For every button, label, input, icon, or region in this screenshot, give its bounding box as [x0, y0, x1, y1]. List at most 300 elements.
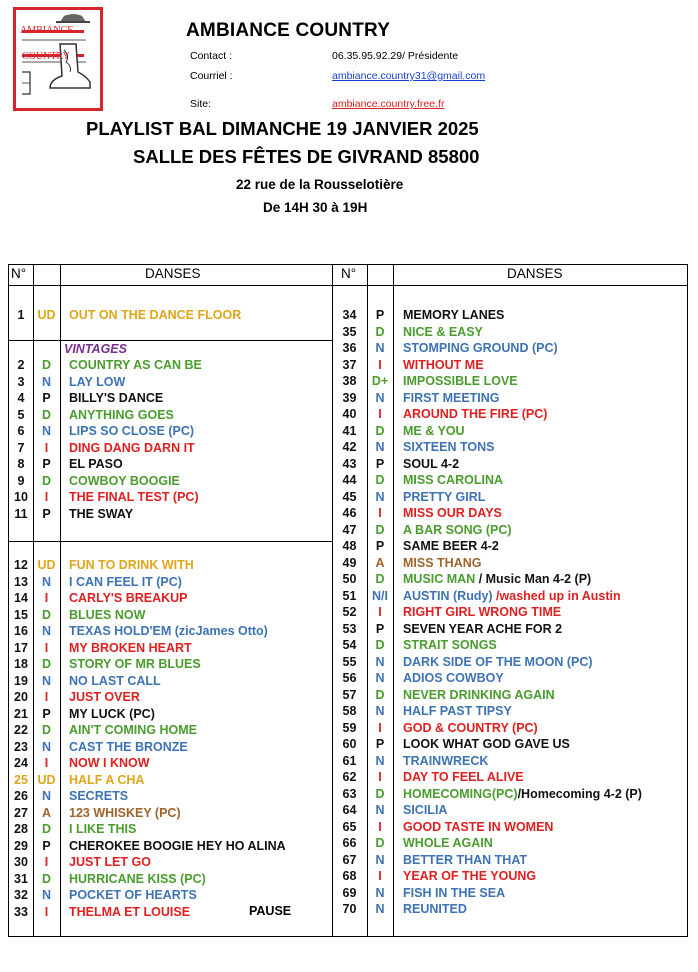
dance-type: D — [41, 822, 52, 836]
dance-title: MY LUCK (PC) — [69, 706, 155, 721]
dance-type: I — [378, 407, 382, 421]
dance-number: 7 — [17, 440, 25, 455]
dance-number: 70 — [342, 902, 357, 916]
dance-type: N — [375, 803, 385, 817]
dance-number: 19 — [14, 673, 28, 688]
dance-title: HALF PAST TIPSY — [403, 704, 512, 718]
logo-text-ambiance: AMBIANCE — [20, 25, 74, 36]
table-row — [9, 456, 689, 472]
dance-name — [403, 753, 488, 769]
site-link[interactable]: ambiance.country.free.fr — [332, 98, 445, 110]
dance-title: REUNITED — [403, 902, 467, 916]
dance-number: 27 — [14, 805, 28, 820]
dance-title: STOMPING GROUND (PC) — [403, 341, 558, 355]
table-row — [9, 406, 689, 422]
dance-name — [403, 390, 500, 406]
dance-number: 45 — [342, 489, 357, 504]
dance-type: I — [378, 770, 382, 784]
dance-name — [403, 571, 591, 587]
dance-number: 25 — [14, 772, 28, 787]
event-hours: De 14H 30 à 19H — [263, 200, 368, 215]
dance-title: 123 WHISKEY (PC) — [69, 805, 181, 820]
table-row — [9, 522, 689, 538]
dance-type: N — [375, 852, 385, 867]
table-row — [9, 720, 689, 736]
table-row — [9, 703, 689, 719]
dance-type: D — [41, 407, 52, 422]
dance-title: DING DANG DARN IT — [69, 440, 195, 455]
dance-title: A BAR SONG (PC) — [403, 522, 512, 537]
table-row — [9, 835, 689, 851]
dance-number: 42 — [342, 440, 357, 454]
dance-title: YEAR OF THE YOUNG — [403, 869, 537, 883]
dance-title: SAME BEER 4-2 — [403, 539, 499, 553]
table-row — [9, 802, 689, 818]
dance-type: N — [375, 671, 385, 685]
dance-title: COUNTRY AS CAN BE — [69, 358, 202, 372]
dance-number: 12 — [14, 558, 28, 572]
dance-number: 35 — [342, 324, 357, 339]
dance-type: N — [375, 654, 385, 669]
table-row — [9, 654, 689, 670]
dance-name — [403, 588, 621, 604]
dance-number: 44 — [342, 473, 357, 487]
dance-type: D — [41, 358, 52, 372]
dance-name — [403, 786, 642, 802]
dance-title: AUSTIN (Rudy) — [403, 588, 493, 603]
dance-type: N — [41, 374, 52, 389]
dance-title: MISS OUR DAYS — [403, 506, 502, 520]
dance-number: 28 — [14, 822, 28, 836]
dance-title: I LIKE THIS — [69, 822, 137, 836]
dance-number: 24 — [14, 756, 28, 770]
dance-number: 5 — [17, 407, 25, 422]
dance-name — [403, 852, 527, 868]
table-row — [9, 555, 689, 571]
dance-title: TRAINWRECK — [403, 753, 489, 768]
dance-number: 60 — [342, 737, 357, 751]
dance-number: 3 — [17, 374, 25, 389]
dance-number: 58 — [342, 704, 357, 718]
pause-label: PAUSE — [249, 904, 292, 918]
dance-type: UD — [37, 308, 56, 322]
dance-number: 17 — [14, 640, 28, 655]
dance-type: I — [378, 506, 382, 520]
dance-title: BETTER THAN THAT — [403, 852, 528, 867]
dance-type: D — [375, 638, 385, 652]
dance-type: D — [375, 786, 385, 801]
dance-name — [403, 604, 561, 620]
table-row — [9, 637, 689, 653]
dance-title: COWBOY BOOGIE — [69, 473, 180, 488]
dance-number: 52 — [342, 605, 357, 619]
site-label: Site: — [190, 98, 212, 110]
dance-type: N — [375, 341, 385, 355]
dance-name — [403, 307, 504, 323]
dance-number: 69 — [342, 885, 357, 900]
dance-title: EL PASO — [69, 457, 123, 471]
dance-number: 47 — [342, 522, 357, 537]
dance-type: N — [375, 390, 385, 405]
table-row — [9, 390, 689, 406]
dance-title: AIN'T COMING HOME — [69, 723, 197, 737]
section-vintages: VINTAGES — [64, 342, 127, 356]
dance-title: FISH IN THE SEA — [403, 885, 506, 900]
table-row — [9, 571, 689, 587]
dance-number: 36 — [342, 341, 357, 355]
dance-name — [403, 538, 499, 554]
dance-number: 38 — [342, 374, 357, 388]
dance-type: P — [375, 621, 385, 636]
dance-type: N/I — [372, 588, 388, 603]
dance-title: NO LAST CALL — [69, 673, 161, 688]
dance-type: I — [378, 869, 382, 883]
dance-number: 57 — [342, 687, 357, 702]
table-row — [9, 736, 689, 752]
dance-number: 14 — [14, 591, 28, 605]
dance-title: CHEROKEE BOOGIE HEY HO ALINA — [69, 838, 286, 853]
dance-number: 11 — [14, 506, 28, 521]
dance-title: NICE & EASY — [403, 324, 483, 339]
dance-title: MEMORY LANES — [403, 308, 505, 322]
dance-name — [403, 885, 505, 901]
dance-type: I — [44, 440, 49, 455]
dance-type: D — [41, 607, 52, 622]
dance-type: P — [42, 706, 51, 721]
dance-title: LOOK WHAT GOD GAVE US — [403, 737, 570, 751]
dance-name — [403, 703, 512, 719]
dance-number: 2 — [17, 358, 25, 372]
dance-title: NEVER DRINKING AGAIN — [403, 687, 555, 702]
dance-name — [403, 835, 493, 851]
dance-title: STORY OF MR BLUES — [69, 657, 201, 671]
dance-name — [403, 654, 593, 670]
dance-name — [403, 819, 553, 835]
dance-type: P — [42, 838, 51, 853]
dance-number: 61 — [342, 753, 357, 768]
dance-title: ADIOS COWBOY — [403, 671, 504, 685]
table-row — [9, 472, 689, 488]
table-row — [9, 868, 689, 884]
dance-type: A — [41, 805, 52, 820]
dance-title: FUN TO DRINK WITH — [69, 558, 194, 572]
table-row — [9, 373, 689, 389]
dance-type: P — [42, 391, 51, 405]
dance-name — [403, 736, 570, 752]
dance-number: 18 — [14, 657, 28, 671]
playlist-table — [8, 264, 688, 937]
dance-type: I — [44, 855, 49, 869]
dance-number: 50 — [342, 572, 357, 586]
dance-title: SEVEN YEAR ACHE FOR 2 — [403, 621, 563, 636]
dance-name — [403, 357, 484, 373]
table-row — [9, 324, 689, 340]
dance-title: ANYTHING GOES — [69, 407, 174, 422]
dance-type: I — [44, 904, 49, 919]
dance-number: 55 — [342, 654, 357, 669]
dance-number: 4 — [17, 391, 25, 405]
dance-title: THELMA ET LOUISE — [69, 904, 191, 919]
table-row — [9, 769, 689, 785]
table-row — [9, 307, 689, 323]
dance-name — [403, 720, 538, 736]
dance-number: 21 — [14, 706, 28, 721]
right-dances-header: DANSES — [507, 266, 563, 281]
dance-number: 66 — [342, 836, 357, 850]
table-row — [9, 489, 689, 505]
dance-type: D — [375, 572, 385, 586]
dance-number: 1 — [17, 308, 25, 322]
dance-name — [403, 637, 497, 653]
dance-number: 29 — [14, 838, 28, 853]
dance-title: CARLY'S BREAKUP — [69, 591, 188, 605]
dance-number: 59 — [342, 720, 357, 735]
dance-number: 65 — [342, 819, 357, 834]
dance-name — [403, 687, 555, 703]
dance-name — [403, 621, 562, 637]
dance-number: 54 — [342, 638, 357, 652]
table-row — [9, 604, 689, 620]
dance-type: I — [378, 720, 382, 735]
dance-title: TEXAS HOLD'EM (zicJames Otto) — [69, 624, 268, 638]
dance-number: 22 — [14, 723, 28, 737]
dance-name — [403, 868, 536, 884]
dance-title: IMPOSSIBLE LOVE — [403, 374, 518, 388]
dance-type: D — [375, 324, 385, 339]
dance-number: 48 — [342, 539, 357, 553]
dance-type: A — [375, 555, 385, 570]
dance-title: GOOD TASTE IN WOMEN — [403, 819, 554, 834]
dance-number: 26 — [14, 789, 28, 803]
dance-number: 56 — [342, 671, 357, 685]
dance-title: NOW I KNOW — [69, 756, 150, 770]
dance-type: N — [41, 739, 52, 754]
dance-type: N — [41, 888, 52, 902]
dance-type: D — [375, 473, 385, 487]
dance-title: WITHOUT ME — [403, 357, 484, 372]
dance-number: 64 — [342, 803, 357, 817]
dance-type: P — [375, 737, 385, 751]
dance-title: STRAIT SONGS — [403, 638, 497, 652]
dance-type: D — [375, 423, 385, 438]
dance-number: 6 — [17, 424, 25, 438]
dance-name — [403, 555, 481, 571]
dance-name — [403, 670, 504, 686]
dance-title: DARK SIDE OF THE MOON (PC) — [403, 654, 593, 669]
dance-title: SECRETS — [69, 789, 129, 803]
table-row — [9, 753, 689, 769]
dance-title: MUSIC MAN — [403, 572, 476, 586]
dance-title: HALF A CHA — [69, 772, 145, 787]
table-row — [9, 505, 689, 521]
dance-number: 34 — [342, 308, 357, 322]
dance-type: D — [41, 657, 52, 671]
dance-type: N — [375, 885, 385, 900]
dance-number: 37 — [342, 357, 357, 372]
dance-name — [403, 802, 447, 818]
dance-alt-title: /Homecoming 4-2 (P) — [517, 786, 642, 801]
dance-number: 30 — [14, 855, 28, 869]
dance-title: JUST OVER — [69, 690, 140, 704]
dance-title: OUT ON THE DANCE FLOOR — [69, 308, 242, 322]
dance-title: BLUES NOW — [69, 607, 146, 622]
dance-type: N — [375, 489, 385, 504]
dance-title: BILLY'S DANCE — [69, 391, 164, 405]
dance-title: THE SWAY — [69, 506, 134, 521]
dance-type: P — [375, 456, 385, 471]
dance-title: JUST LET GO — [69, 855, 151, 869]
dance-type: N — [375, 753, 385, 768]
dance-title: HURRICANE KISS (PC) — [69, 871, 206, 886]
dance-number: 62 — [342, 770, 357, 784]
dance-type: N — [375, 704, 385, 718]
dance-title: THE FINAL TEST (PC) — [69, 490, 199, 504]
dance-type: N — [375, 902, 385, 916]
table-row — [9, 901, 689, 917]
contact-label: Contact : — [190, 50, 233, 62]
dance-type: I — [378, 357, 382, 372]
dance-type: I — [44, 690, 49, 704]
dance-name — [403, 373, 518, 389]
table-row — [9, 819, 689, 835]
dance-type: UD — [37, 558, 56, 572]
dance-name — [403, 472, 503, 488]
dance-name — [403, 324, 483, 340]
table-row — [9, 786, 689, 802]
dance-title: DAY TO FEEL ALIVE — [403, 770, 524, 784]
dance-number: 9 — [17, 473, 25, 488]
dance-alt-title: / Music Man 4-2 (P) — [475, 572, 592, 586]
dance-type: N — [41, 673, 52, 688]
dance-number: 63 — [342, 786, 357, 801]
dance-type: N — [41, 424, 52, 438]
dance-title: ME & YOU — [403, 423, 465, 438]
dance-type: N — [41, 624, 52, 638]
table-row — [9, 852, 689, 868]
club-logo — [13, 7, 103, 111]
dance-type: D — [375, 687, 385, 702]
dance-number: 51 — [342, 588, 357, 603]
event-venue: SALLE DES FÊTES DE GIVRAND 85800 — [133, 146, 480, 167]
dance-title: LAY LOW — [69, 374, 126, 389]
dance-type: N — [41, 574, 52, 589]
dance-number: 8 — [17, 457, 25, 471]
email-label: Courriel : — [190, 70, 233, 82]
dance-number: 43 — [342, 456, 357, 471]
email-link[interactable]: ambiance.country31@gmail.com — [332, 70, 486, 82]
dance-number: 68 — [342, 869, 357, 883]
dance-name — [403, 423, 465, 439]
dance-type: D+ — [371, 374, 389, 388]
dance-title: MISS CAROLINA — [403, 473, 503, 487]
dance-number: 13 — [14, 574, 28, 589]
dance-number: 31 — [14, 871, 28, 886]
dance-type: D — [375, 522, 385, 537]
dance-type: I — [378, 605, 382, 619]
dance-number: 32 — [14, 888, 28, 902]
table-row — [9, 588, 689, 604]
dance-title: SOUL 4-2 — [403, 456, 460, 471]
left-dances-header: DANSES — [145, 266, 201, 281]
dance-title: SICILIA — [403, 803, 448, 817]
dance-title: HOMECOMING(PC) — [403, 786, 518, 801]
event-address: 22 rue de la Rousselotière — [236, 177, 404, 192]
dance-type: I — [44, 490, 49, 504]
dance-name — [403, 340, 558, 356]
dance-number: 41 — [342, 423, 357, 438]
logo-text-country: COUNTRY — [22, 51, 70, 62]
dance-title: FIRST MEETING — [403, 390, 500, 405]
dance-type: P — [42, 457, 51, 471]
dance-type: I — [44, 640, 49, 655]
dance-number: 10 — [14, 490, 28, 504]
dance-type: D — [41, 723, 52, 737]
dance-type: I — [44, 756, 49, 770]
dance-name — [403, 456, 459, 472]
dance-type: N — [375, 440, 385, 454]
dance-title: MY BROKEN HEART — [69, 640, 192, 655]
table-row — [9, 357, 689, 373]
table-row — [9, 621, 689, 637]
dance-title: MISS THANG — [403, 555, 482, 570]
dance-type: P — [42, 506, 51, 521]
right-num-header: N° — [341, 266, 357, 281]
dance-type: I — [44, 591, 49, 605]
table-row — [9, 340, 689, 356]
dance-title: POCKET OF HEARTS — [69, 888, 197, 902]
dance-title: SIXTEEN TONS — [403, 440, 495, 454]
dance-name — [403, 901, 467, 917]
dance-title: GOD & COUNTRY (PC) — [403, 720, 538, 735]
dance-title: RIGHT GIRL WRONG TIME — [403, 605, 562, 619]
dance-number: 16 — [14, 624, 28, 638]
dance-alt-title: /washed up in Austin — [492, 588, 621, 603]
dance-number: 39 — [342, 390, 357, 405]
dance-name — [403, 522, 512, 538]
dance-name — [403, 505, 502, 521]
dance-number: 40 — [342, 407, 357, 421]
dance-title: LIPS SO CLOSE (PC) — [69, 424, 195, 438]
dance-type: P — [375, 539, 385, 553]
table-row — [9, 687, 689, 703]
dance-name — [403, 406, 547, 422]
dance-number: 15 — [14, 607, 28, 622]
dance-number: 23 — [14, 739, 28, 754]
dance-title: WHOLE AGAIN — [403, 836, 493, 850]
contact-value: 06.35.95.92.29/ Présidente — [332, 50, 459, 62]
dance-name — [403, 439, 494, 455]
dance-title: AROUND THE FIRE (PC) — [403, 407, 548, 421]
dance-type: I — [378, 819, 382, 834]
dance-type: D — [41, 871, 52, 886]
org-name: AMBIANCE COUNTRY — [186, 20, 391, 41]
dance-title: PRETTY GIRL — [403, 489, 486, 504]
dance-number: 33 — [14, 904, 28, 919]
dance-number: 53 — [342, 621, 357, 636]
dance-type: P — [375, 308, 385, 322]
table-row — [9, 423, 689, 439]
left-num-header: N° — [11, 266, 27, 281]
table-row — [9, 538, 689, 554]
table-row — [9, 439, 689, 455]
dance-type: UD — [37, 772, 56, 787]
dance-name — [403, 489, 485, 505]
dance-type: D — [375, 836, 385, 850]
event-title: PLAYLIST BAL DIMANCHE 19 JANVIER 2025 — [86, 118, 479, 139]
dance-number: 49 — [342, 555, 357, 570]
dance-number: 46 — [342, 506, 357, 520]
dance-number: 20 — [14, 690, 28, 704]
